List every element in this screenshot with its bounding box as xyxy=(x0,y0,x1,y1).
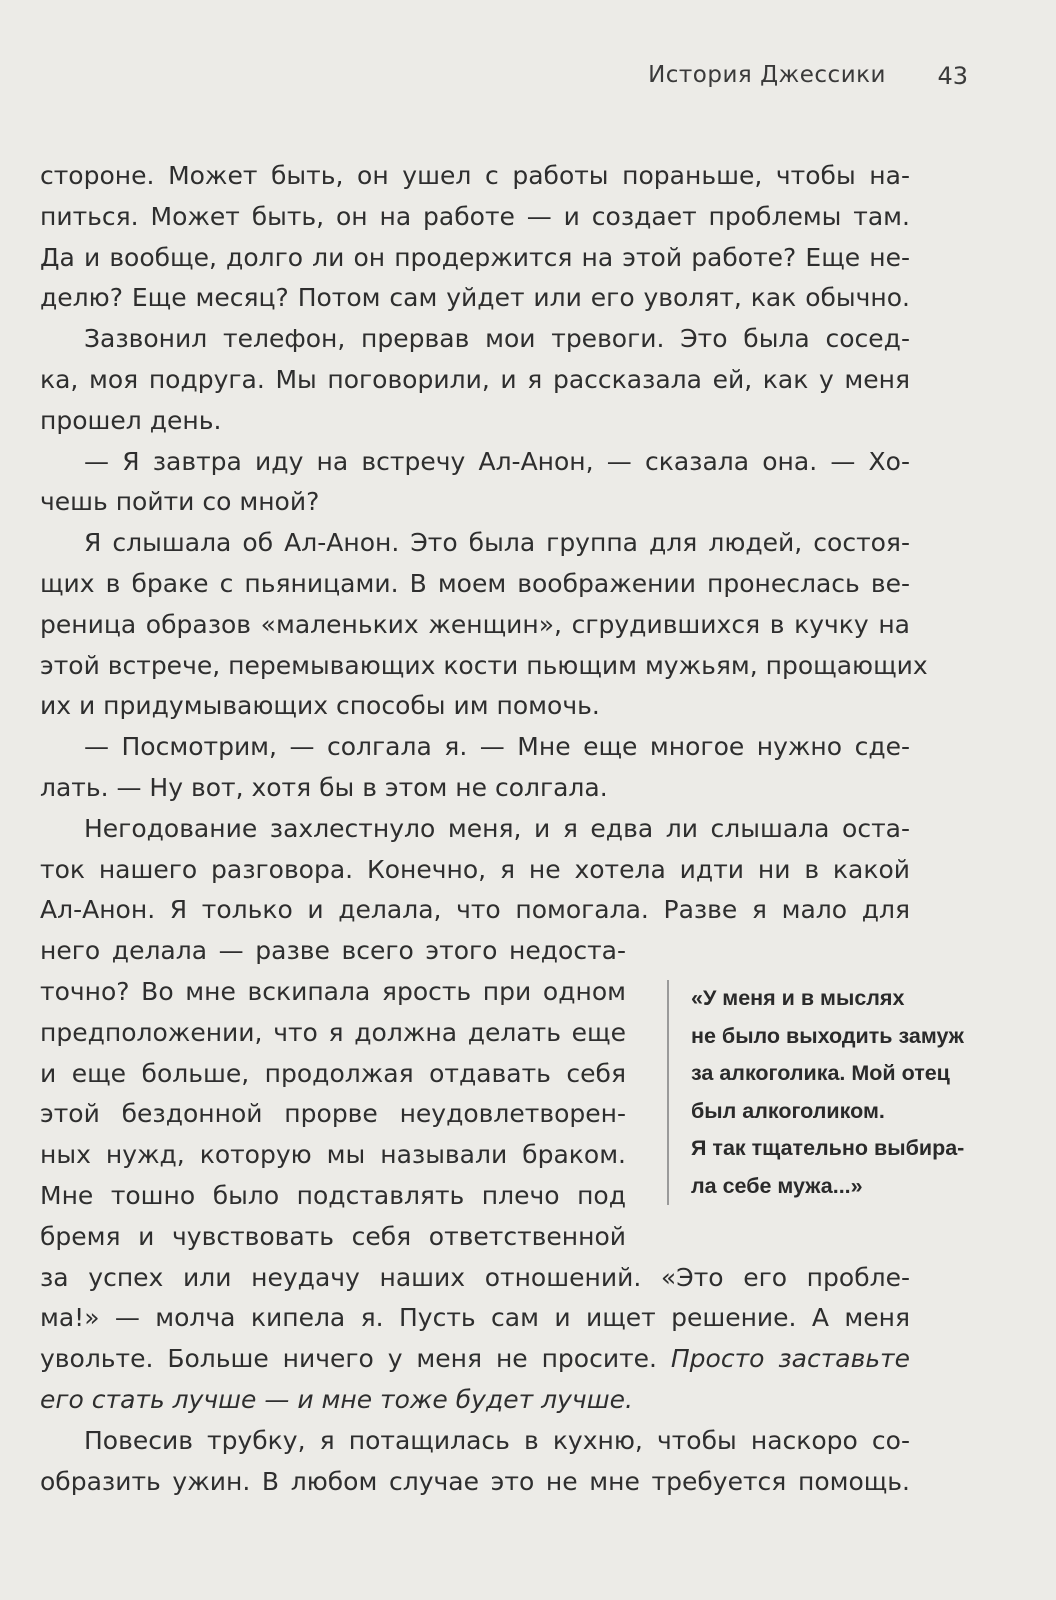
text-line: Повесив трубку, я потащилась в кухню, чтобы наскоро со- xyxy=(84,1425,910,1455)
italic-text-line: его стать лучше — и мне тоже будет лучше. xyxy=(40,1384,633,1414)
pull-quote-line: Я так тщательно выбира- xyxy=(691,1136,965,1160)
text-line: предположении, что я должна делать еще xyxy=(40,1017,626,1047)
text-line: него делала — разве всего этого недоста- xyxy=(40,936,626,966)
text-line: — Посмотрим, — солгала я. — Мне еще многое нужно сде- xyxy=(84,732,910,762)
text-line: реница образов «маленьких женщин», сгрудившихся в кучку на xyxy=(40,609,910,639)
pull-quote xyxy=(667,980,1021,1205)
text-line: ток нашего разговора. Конечно, я не хотела идти ни в какой xyxy=(40,854,910,884)
text-line: и еще больше, продолжая отдавать себя xyxy=(40,1058,626,1088)
text-line: питься. Может быть, он на работе — и создает проблемы там. xyxy=(40,201,910,231)
text-line: точно? Во мне вскипала ярость при одном xyxy=(40,976,626,1006)
text-line: лать. — Ну вот, хотя бы в этом не солгала. xyxy=(40,772,608,802)
italic-text: Просто заставьте xyxy=(670,1344,910,1374)
text-line: Я слышала об Ал-Анон. Это была группа для людей, состоя- xyxy=(84,528,910,558)
running-title: История Джессики xyxy=(648,62,886,88)
body-text xyxy=(40,156,928,1502)
text-line: этой встрече, перемывающих кости пьющим мужьям, прощающих xyxy=(40,650,928,680)
text-line: Да и вообще, долго ли он продержится на этой работе? Еще не- xyxy=(40,242,910,272)
page-number: 43 xyxy=(937,62,968,90)
text-line: ных нужд, которую мы называли браком. xyxy=(40,1140,626,1170)
text-line xyxy=(40,1339,910,1380)
text-line: Ал-Анон. Я только и делала, что помогала. Разве я мало для xyxy=(40,895,910,925)
text-line: бремя и чувствовать себя ответственной xyxy=(40,1221,626,1251)
text-line: Мне тошно было подставлять плечо под xyxy=(40,1180,626,1210)
text-line: этой бездонной прорве неудовлетворен- xyxy=(40,1099,626,1129)
text-segment: увольте. Больше ничего у меня не просите. xyxy=(40,1344,657,1374)
text-line: ка, моя подруга. Мы поговорили, и я рассказала ей, как у меня xyxy=(40,364,910,394)
text-line: прошел день. xyxy=(40,405,222,435)
pull-quote-line: «У меня и в мыслях xyxy=(691,986,905,1010)
text-line: их и придумывающих способы им помочь. xyxy=(40,691,600,721)
pull-quote-line: ла себе мужа...» xyxy=(691,1173,863,1198)
pull-quote-line: не было выходить замуж xyxy=(691,1023,964,1048)
text-line: — Я завтра иду на встречу Ал-Анон, — сказала она. — Хо- xyxy=(84,446,910,476)
pull-quote-line: за алкоголика. Мой отец xyxy=(691,1061,950,1085)
text-line: Негодование захлестнуло меня, и я едва ли слышала оста- xyxy=(84,813,910,843)
text-line: ма!» — молча кипела я. Пусть сам и ищет решение. А меня xyxy=(40,1303,910,1333)
text-line: стороне. Может быть, он ушел с работы пораньше, чтобы на- xyxy=(40,161,910,190)
page-header xyxy=(0,62,1056,102)
text-line: чешь пойти со мной? xyxy=(40,487,320,517)
text-line: за успех или неудачу наших отношений. «Это его пробле- xyxy=(40,1262,910,1292)
text-line: делю? Еще месяц? Потом сам уйдет или его уволят, как обычно. xyxy=(40,283,910,313)
text-line: щих в браке с пьяницами. В моем воображении пронеслась ве- xyxy=(40,568,910,598)
text-line: образить ужин. В любом случае это не мне требуется помощь. xyxy=(40,1466,910,1496)
pull-quote-line: был алкоголиком. xyxy=(691,1098,885,1123)
text-line: Зазвонил телефон, прервав мои тревоги. Это была сосед- xyxy=(84,324,910,354)
